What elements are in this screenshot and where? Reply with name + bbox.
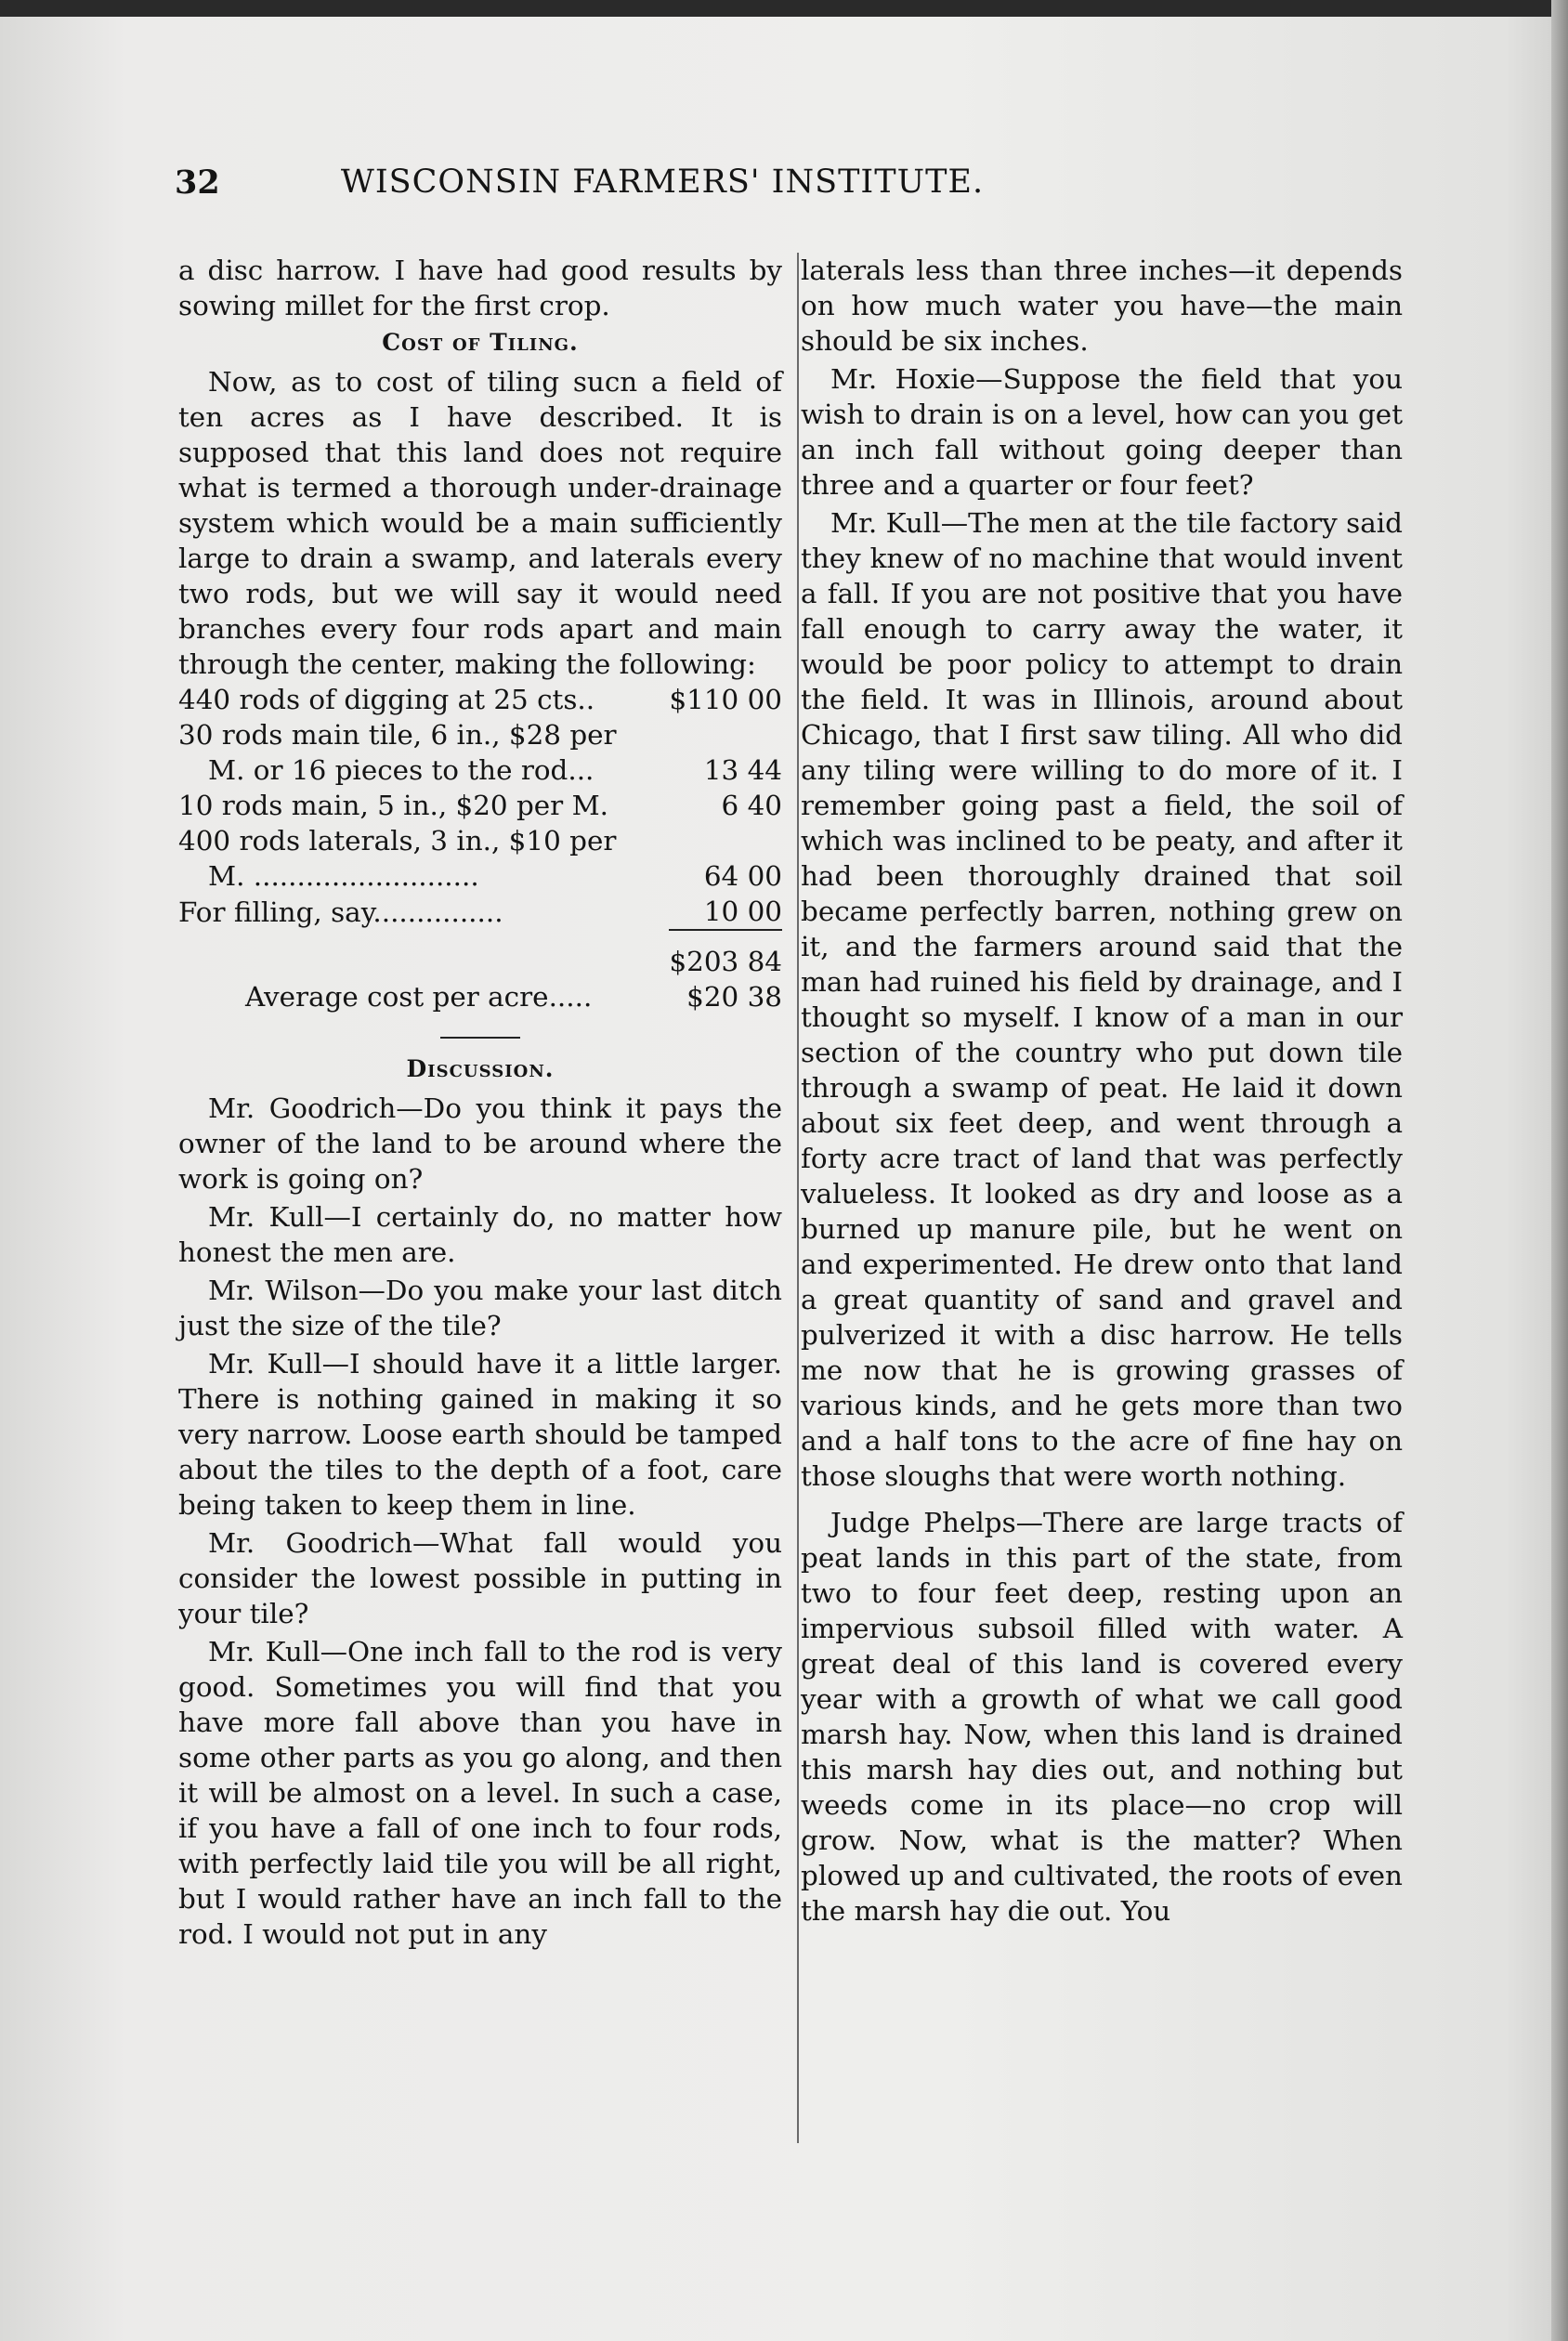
cost-item-label: 400 rods laterals, 3 in., $10 per [178,825,617,857]
table-row [178,858,782,894]
cost-item-amount: 10 00 [703,896,782,927]
page-header [175,163,1113,219]
tiling-paragraph: Now, as to cost of tiling sucn a field of ten acres as I have described. It is supposed that this land does not require what is termed a thorough under-drainage system which would be a main sufficiently large to drain a swamp, and laterals every two rods, but we will say it would need branches every four rods apart and main through the center, making the following: [178,366,782,680]
discussion-paragraph: Mr. Goodrich—What fall would you consider the lowest possible in putting in your tile? [178,1527,782,1629]
section-heading-cost-of-tiling: Cost of Tiling. [382,329,579,356]
intro-paragraph: a disc harrow. I have had good results by sowing millet for the first crop. [178,255,782,321]
table-row-total [178,930,782,979]
discussion-paragraph: Mr. Kull—I should have it a little larger. There is nothing gained in making it so very narrow. Loose earth should be tamped about the tiles to the depth of a foot, care being taken to keep them in line. [178,1348,782,1521]
cost-item-amount: $110 00 [669,684,782,715]
scan-right-edge [1551,0,1568,2341]
cost-item-amount: 13 44 [703,754,782,786]
scan-top-edge [0,0,1568,17]
page-number: 32 [175,163,220,202]
cost-total: $203 84 [669,930,782,979]
table-row [178,752,782,788]
cost-item-label: 440 rods of digging at 25 cts.. [178,684,595,715]
cost-item-label: For filling, say............... [178,896,503,928]
table-row [178,717,782,752]
discussion-paragraph: Mr. Kull—I certainly do, no matter how honest the men are. [178,1201,782,1268]
discussion-paragraph: laterals less than three inches—it depends on how much water you have—the main should be six inches. [801,255,1403,357]
table-row [178,682,782,717]
cost-item-label: 10 rods main, 5 in., $20 per M. [178,790,609,821]
cost-item-label: M. .......................... [208,860,479,892]
section-heading-discussion: Discussion. [406,1055,555,1082]
discussion-paragraph: Mr. Hoxie—Suppose the field that you wish to drain is on a level, how can you get an inch fall without going deeper than three and a quarter or four feet? [801,363,1403,501]
table-row [178,894,782,930]
discussion-paragraph: Mr. Wilson—Do you make your last ditch just the size of the tile? [178,1275,782,1341]
cost-item-label: 30 rods main tile, 6 in., $28 per [178,719,617,751]
cost-item-amount [669,717,782,752]
section-divider [440,1037,520,1039]
running-title: WISCONSIN FARMERS' INSTITUTE. [340,163,985,201]
table-row-average [178,979,782,1014]
column-divider [797,253,799,2143]
table-row [178,823,782,858]
average-cost-label: Average cost per acre..... [245,981,593,1013]
discussion-paragraph: Judge Phelps—There are large tracts of peat lands in this part of the state, from two to four feet deep, resting upon an impervious subsoil filled with water. A great deal of this land is covered every year with a growth of what we call good marsh hay. Now, when this land is drained this marsh hay dies out, and nothing but weeds come in its place—no crop will grow. Now, what is the matter? When plowed up and cultivated, the roots of even the marsh hay die out. You [801,1507,1403,1927]
discussion-paragraph: Mr. Goodrich—Do you think it pays the owner of the land to be around where the work is going on? [178,1092,782,1195]
discussion-paragraph: Mr. Kull—The men at the tile factory said they knew of no machine that would invent a fall. If you are not positive that you have fall enough to carry away the water, it would be poor policy to attempt to drain the field. It was in Illinois, around about Chicago, that I first saw tiling. All who did any tiling were willing to do more of it. I remember going past a field, the soil of which was inclined to be peaty, and after it had been thoroughly drained that soil became perfectly barren, nothing grew on it, and the farmers around said that the man had ruined his field by drainage, and I thought so myself. I know of a man in our section of the country who put down tile through a swamp of peat. He laid it down about six feet deep, and went through a forty acre tract of land that was perfectly valueless. It looked as dry and loose as a burned up manure pile, but he went on and experimented. He drew onto that land a great quantity of sand and gravel and pulverized it with a disc harrow. He tells me now that he is growing grasses of various kinds, and he gets more than two and a half tons to the acre of fine hay on those sloughs that were worth nothing. [801,507,1403,1492]
discussion-paragraph: Mr. Kull—One inch fall to the rod is very good. Sometimes you will find that you have more fall above than you have in some other parts as you go along, and then it will be almost on a level. In such a case, if you have a fall of one inch to four rods, with perfectly laid tile you will be all right, but I would rather have an inch fall to the rod. I would not put in any [178,1636,782,1950]
cost-item-label: M. or 16 pieces to the rod... [208,754,595,786]
cost-item-amount: 64 00 [703,860,782,892]
cost-table [178,682,782,1014]
left-column [178,253,782,1952]
cost-item-amount [669,823,782,858]
table-row [178,788,782,823]
average-cost-amount: $20 38 [686,981,782,1013]
right-column [801,253,1403,1929]
cost-item-amount: 6 40 [721,790,782,821]
